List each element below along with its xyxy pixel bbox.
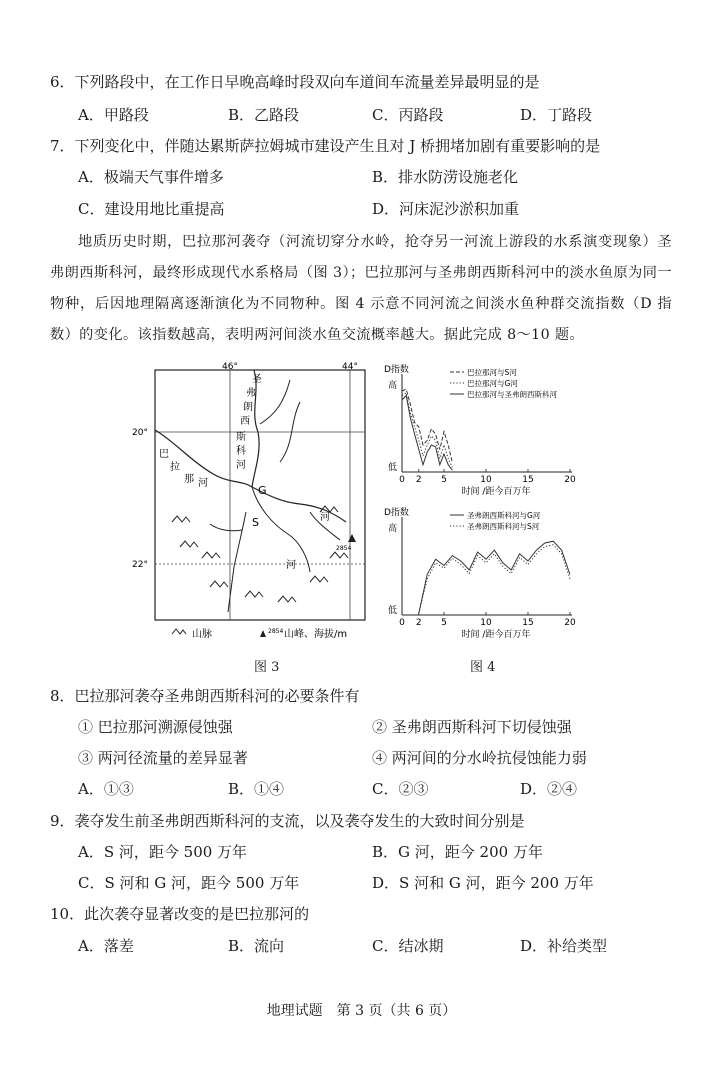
legend-label-2: 巴拉那河与G河 — [467, 379, 518, 388]
peak-triangle-icon — [348, 534, 356, 542]
q10-stem: 10．此次袭夺显著改变的是巴拉那河的 — [50, 905, 310, 923]
q6-stem: 6．下列路段中，在工作日早晚高峰时段双向车道间车流量差异最明显的是 — [50, 73, 540, 91]
series-line-2 — [419, 545, 570, 613]
q8-option-c[interactable]: C．②③ — [372, 780, 429, 798]
x-tick-label: 15 — [522, 475, 534, 485]
label-g-he: 河 — [320, 512, 330, 523]
peak-value: 2854 — [336, 545, 352, 552]
x-tick-label: 0 — [399, 618, 405, 628]
lon-label-46: 46° — [222, 362, 238, 372]
q6-option-d[interactable]: D．丁路段 — [520, 106, 593, 124]
x-axis-label: 时间 /距今百万年 — [461, 630, 531, 640]
q10-option-d[interactable]: D．补给类型 — [520, 937, 608, 955]
y-axis-label: D指数 — [384, 365, 409, 375]
x-tick-label: 2 — [415, 618, 422, 628]
q10-option-b[interactable]: B．流向 — [228, 937, 285, 955]
y-axis-label: D指数 — [384, 508, 409, 518]
q8-stem: 8．巴拉那河袭夺圣弗朗西斯科河的必要条件有 — [50, 687, 360, 705]
q7-option-c[interactable]: C．建设用地比重提高 — [78, 200, 225, 218]
sf-char-6: 科 — [236, 446, 246, 457]
q9-option-a[interactable]: A．S 河，距今 500 万年 — [78, 843, 248, 861]
y-high-label: 高 — [388, 381, 398, 391]
legend-label-1: 圣弗朗西斯科河与G河 — [467, 511, 541, 520]
series-line-1 — [419, 541, 570, 613]
label-s: S — [252, 516, 259, 529]
chart-bottom-svg — [380, 505, 595, 643]
q9-option-c[interactable]: C．S 河和 G 河，距今 500 万年 — [78, 874, 300, 892]
legend-label-2: 圣弗朗西斯科河与S河 — [467, 522, 540, 531]
mountain-icon — [180, 541, 198, 547]
q8-item-2: ② 圣弗朗西斯科河下切侵蚀强 — [372, 718, 572, 736]
passage: 地质历史时期，巴拉那河袭夺（河流切穿分水岭，抢夺另一河流上游段的水系演变现象）圣弗朗西斯科河，最终形成现代水系格局（图 3）；巴拉那河与圣弗朗西斯科河中的淡水鱼原为同一物种，后因地理隔离逐渐演化为不同物种。图 4 示意不同河流之间淡水鱼种群交流指数（D 指数）的变化。该指数越高，表明两河间淡水鱼交流概率越大。据此完成 8～10 题。 — [50, 234, 672, 343]
figure-4-chart-bottom — [380, 505, 595, 643]
figure-3-map — [132, 362, 375, 652]
x-axis-label: 时间 /距今百万年 — [461, 487, 531, 497]
q8-item-1: ① 巴拉那河溯源侵蚀强 — [78, 718, 233, 736]
legend-mountain: 山脉 — [192, 629, 212, 640]
x-tick-label: 0 — [399, 475, 405, 485]
figure-4-chart-top — [380, 362, 595, 500]
page-footer: 地理试题 第 3 页（共 6 页） — [266, 1003, 457, 1019]
sf-char-7: 河 — [236, 460, 246, 471]
x-tick-label: 10 — [480, 618, 492, 628]
river-s — [228, 512, 246, 612]
x-tick-label: 15 — [522, 618, 534, 628]
sf-char-3: 朗 — [243, 402, 253, 413]
q8-item-4: ④ 两河间的分水岭抗侵蚀能力弱 — [372, 749, 587, 767]
q7-stem: 7．下列变化中，伴随达累斯萨拉姆城市建设产生且对 J 桥拥堵加剧有重要影响的是 — [50, 137, 601, 155]
y-high-label: 高 — [388, 524, 398, 534]
q8-option-a[interactable]: A．①③ — [78, 780, 134, 798]
map-svg — [132, 362, 375, 652]
sf-char-2: 弗 — [246, 388, 256, 399]
x-tick-label: 20 — [564, 618, 576, 628]
y-low-label: 低 — [388, 463, 398, 473]
sf-char-4: 西 — [240, 416, 250, 427]
parana-char-4: 河 — [198, 478, 208, 489]
mountain-icon — [330, 552, 348, 558]
lat-label-22: 22° — [132, 560, 148, 570]
q7-option-a[interactable]: A．极端天气事件增多 — [78, 168, 224, 186]
mountain-icon — [310, 576, 328, 582]
figure-4-caption: 图 4 — [470, 660, 496, 675]
q9-option-b[interactable]: B．G 河，距今 200 万年 — [372, 843, 543, 861]
legend-peak-icon — [260, 630, 266, 637]
x-tick-label: 5 — [441, 618, 447, 628]
legend-label-3: 巴拉那河与圣弗朗西斯科河 — [467, 390, 557, 399]
mountain-icon — [202, 552, 220, 558]
q10-option-a[interactable]: A．落差 — [78, 937, 134, 955]
lat-label-20: 20° — [132, 428, 148, 438]
parana-char-1: 巴 — [159, 449, 169, 460]
q6-option-b[interactable]: B．乙路段 — [228, 106, 300, 124]
mountain-icon — [210, 581, 228, 587]
mountain-icon — [278, 596, 296, 602]
label-g: G — [258, 484, 267, 497]
q9-option-d[interactable]: D．S 河和 G 河，距今 200 万年 — [372, 874, 594, 892]
x-tick-label: 2 — [415, 475, 422, 485]
x-tick-label: 20 — [564, 475, 576, 485]
legend-label-1: 巴拉那河与S河 — [467, 368, 517, 377]
mountain-icon — [245, 591, 263, 597]
river-sf-trib-1 — [260, 380, 290, 424]
sf-char-1: 圣 — [252, 374, 262, 385]
figure-3-caption: 图 3 — [254, 660, 280, 675]
mountain-icon — [172, 516, 190, 522]
y-low-label: 低 — [388, 606, 398, 616]
label-s-he: 河 — [286, 560, 296, 571]
parana-char-2: 拉 — [170, 462, 180, 473]
river-s-trib — [210, 524, 242, 531]
q10-option-c[interactable]: C．结冰期 — [372, 937, 444, 955]
legend-peak: 山峰、海拔/m — [284, 629, 348, 640]
q6-option-c[interactable]: C．丙路段 — [372, 106, 444, 124]
lon-label-44: 44° — [342, 362, 358, 372]
parana-char-3: 那 — [184, 474, 194, 485]
legend-mountain-icon — [172, 629, 186, 634]
q6-option-a[interactable]: A．甲路段 — [78, 106, 149, 124]
series-line-3 — [402, 396, 452, 471]
chart-top-svg — [380, 362, 595, 500]
q8-option-d[interactable]: D．②④ — [520, 780, 578, 798]
q7-option-d[interactable]: D．河床泥沙淤积加重 — [372, 200, 520, 218]
x-tick-label: 5 — [441, 475, 447, 485]
q9-stem: 9．袭夺发生前圣弗朗西斯科河的支流，以及袭夺发生的大致时间分别是 — [50, 812, 525, 830]
q7-option-b[interactable]: B．排水防涝设施老化 — [372, 168, 519, 186]
legend-peak-value: 2854 — [268, 628, 284, 635]
sf-char-5: 斯 — [236, 432, 246, 443]
x-tick-label: 10 — [480, 475, 492, 485]
q8-item-3: ③ 两河径流量的差异显著 — [78, 749, 248, 767]
q8-option-b[interactable]: B．①④ — [228, 780, 285, 798]
